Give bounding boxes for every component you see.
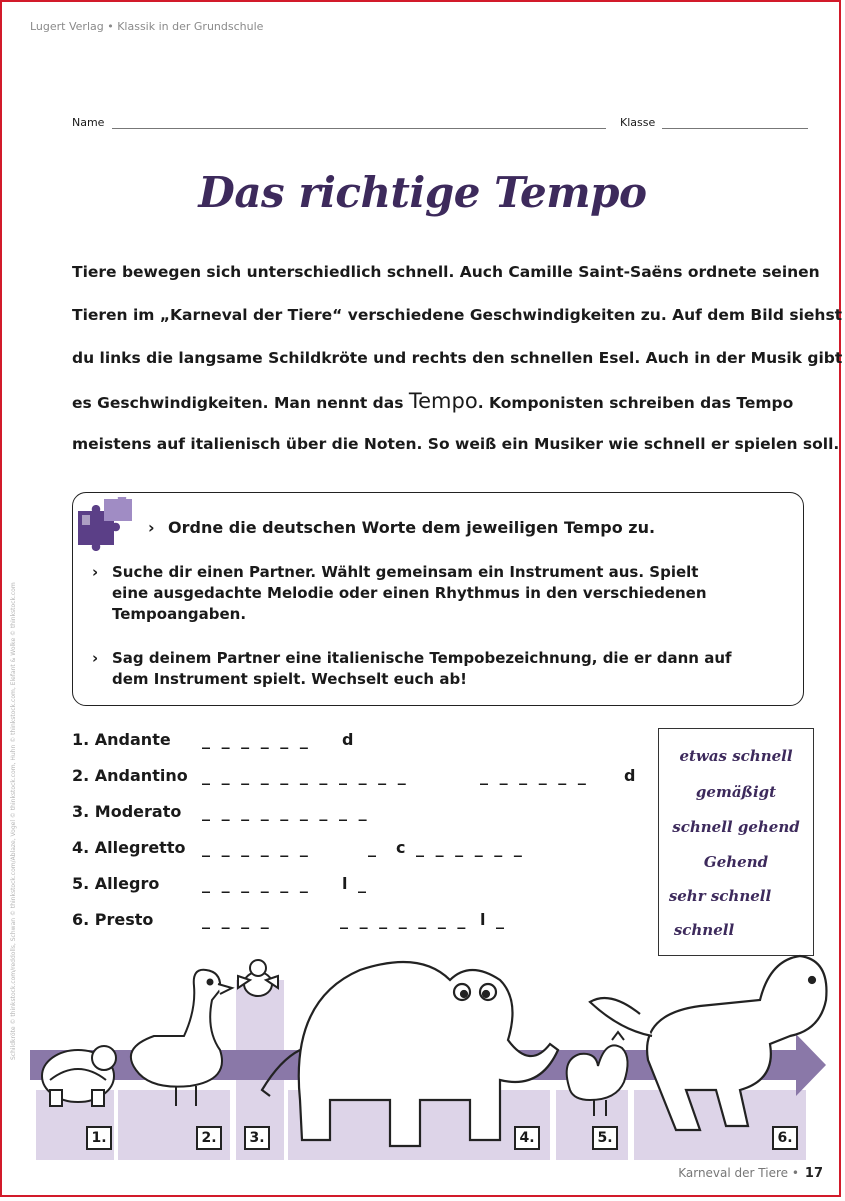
animal-tempo-scene xyxy=(0,940,845,1170)
credit-text: Schildkröte © thinkstock.com/reddolls, Schwan © thinkstock.com/Ablaze, Vogel © thinkstock.com, Huhn © thinkstock.com, Elefant & Wolke © thinkstock.com xyxy=(10,582,17,1060)
intro-text xyxy=(72,255,843,470)
answer-blank[interactable]: _ _ _ _ _ _ xyxy=(480,766,589,785)
name-class-field xyxy=(72,116,812,136)
task-1 xyxy=(148,517,656,538)
intro-line: Tiere bewegen sich unterschiedlich schnell. Auch Camille Saint-Saëns ordnete seinen xyxy=(72,263,820,281)
puzzle-icon xyxy=(74,497,134,553)
word-option[interactable]: schnell xyxy=(673,921,735,939)
intro-line: meistens auf italienisch über die Noten. So weiß ein Musiker wie schnell er spielen soll. xyxy=(72,435,840,453)
answer-blank[interactable]: _ _ _ _ _ _ _ _ _ xyxy=(202,802,370,821)
intro-segment: es Geschwindigkeiten. Man nennt das xyxy=(72,394,409,412)
tempo-label: 4. Allegretto xyxy=(72,838,186,857)
position-number: 1. xyxy=(86,1126,112,1150)
answer-blank[interactable]: _ _ _ _ _ _ _ xyxy=(340,910,469,929)
tempo-label: 6. Presto xyxy=(72,910,154,929)
chevron-right-icon: › xyxy=(92,563,99,581)
answer-blank[interactable]: _ xyxy=(358,874,369,893)
answer-blank[interactable]: _ _ _ _ _ _ xyxy=(202,730,311,749)
page-title: Das richtige Tempo xyxy=(198,168,647,217)
chevron-right-icon: › xyxy=(148,518,155,537)
tempo-label: 3. Moderato xyxy=(72,802,182,821)
answer-blank[interactable]: _ _ _ _ _ _ xyxy=(202,874,311,893)
intro-line xyxy=(72,384,812,427)
task-text: dem Instrument spielt. Wechselt euch ab! xyxy=(112,670,468,688)
answer-blank[interactable]: _ _ _ _ _ _ xyxy=(416,838,525,857)
intro-line: Tieren im „Karneval der Tiere“ verschiedene Geschwindigkeiten zu. Auf dem Bild siehst xyxy=(72,306,843,324)
word-option[interactable]: schnell gehend xyxy=(672,818,800,836)
word-option[interactable]: etwas schnell xyxy=(679,747,793,765)
position-number: 3. xyxy=(244,1126,270,1150)
tempo-word: Tempo xyxy=(408,389,478,413)
task-text: Tempoangaben. xyxy=(112,605,247,623)
answer-blank[interactable]: _ xyxy=(368,838,379,857)
task-text: Sag deinem Partner eine italienische Tempobezeichnung, die er dann auf xyxy=(112,649,732,667)
intro-line: du links die langsame Schildkröte und rechts den schnellen Esel. Auch in der Musik gibt xyxy=(72,349,843,367)
chevron-right-icon: › xyxy=(92,649,99,667)
word-option[interactable]: Gehend xyxy=(703,853,769,871)
tempo-label: 1. Andante xyxy=(72,730,171,749)
tempo-label: 2. Andantino xyxy=(72,766,188,785)
name-label: Name xyxy=(72,116,105,129)
position-number: 4. xyxy=(514,1126,540,1150)
answer-blank[interactable]: _ _ _ _ xyxy=(202,910,272,929)
footer-text: Karneval der Tiere • xyxy=(678,1166,799,1180)
page-header: Lugert Verlag • Klassik in der Grundschule xyxy=(30,20,264,33)
task-3 xyxy=(92,648,732,690)
position-number: 6. xyxy=(772,1126,798,1150)
answer-hint: l xyxy=(480,910,489,929)
position-number: 5. xyxy=(592,1126,618,1150)
name-line[interactable] xyxy=(112,128,606,129)
word-option[interactable]: gemäßigt xyxy=(695,783,777,801)
word-option[interactable]: sehr schnell xyxy=(668,887,772,905)
task-text: eine ausgedachte Melodie oder einen Rhythmus in den verschiedenen xyxy=(112,584,707,602)
task-2 xyxy=(92,562,707,625)
page-number: 17 xyxy=(804,1166,823,1181)
answer-hint: c xyxy=(396,838,409,857)
answer-hint: l xyxy=(342,874,351,893)
goose-illustration xyxy=(131,970,232,1106)
answer-hint: d xyxy=(342,730,357,749)
intro-segment: . Komponisten schreiben das Tempo xyxy=(477,394,794,412)
class-line[interactable] xyxy=(662,128,808,129)
answer-blank[interactable]: _ xyxy=(496,910,507,929)
task-text: Suche dir einen Partner. Wählt gemeinsam ein Instrument aus. Spielt xyxy=(112,563,699,581)
answer-hint: d xyxy=(624,766,639,785)
tempo-label: 5. Allegro xyxy=(72,874,160,893)
answer-blank[interactable]: _ _ _ _ _ _ _ _ _ _ _ xyxy=(202,766,409,785)
word-bank xyxy=(658,728,814,956)
page-footer xyxy=(678,1166,823,1181)
answer-blank[interactable]: _ _ _ _ _ _ xyxy=(202,838,311,857)
class-label: Klasse xyxy=(620,116,656,129)
position-number: 2. xyxy=(196,1126,222,1150)
task-text: Ordne die deutschen Worte dem jeweiligen Tempo zu. xyxy=(168,518,656,537)
